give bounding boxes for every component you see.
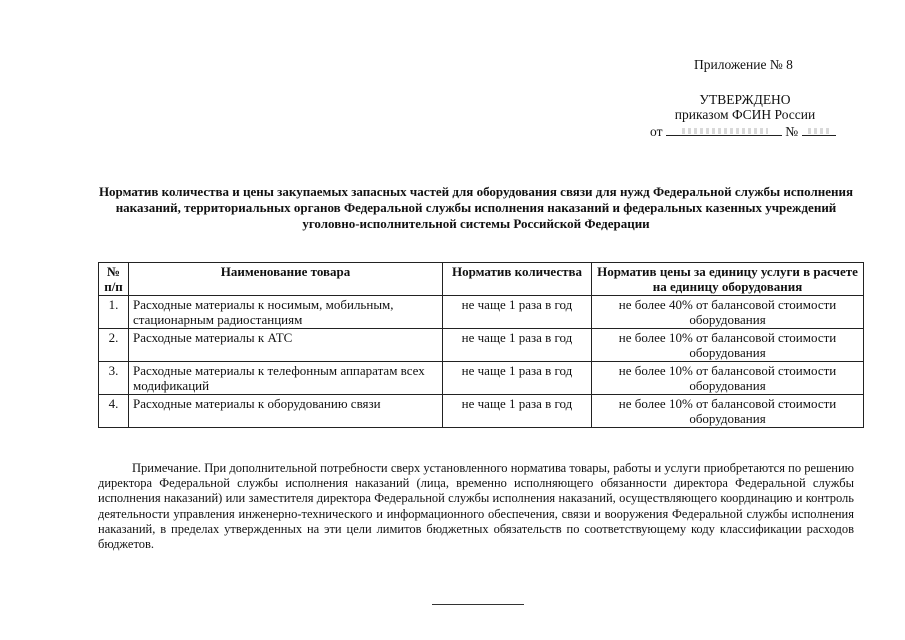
number-blank-line — [802, 124, 836, 136]
header-price: Норматив цены за единицу услуги в расчете на единицу оборудования — [592, 263, 864, 296]
approval-block — [630, 92, 860, 122]
order-date-number-row — [650, 124, 836, 140]
appendix-label: Приложение № 8 — [694, 57, 793, 72]
table-row — [99, 296, 864, 329]
row-price: не более 10% от балансовой стоимости оборудования — [592, 329, 864, 362]
table-row — [99, 395, 864, 428]
table-row — [99, 362, 864, 395]
footer-divider — [432, 604, 524, 605]
row-qty: не чаще 1 раза в год — [443, 296, 592, 329]
row-name: Расходные материалы к оборудованию связи — [129, 395, 443, 428]
header-name: Наименование товара — [129, 263, 443, 296]
row-price: не более 10% от балансовой стоимости оборудования — [592, 362, 864, 395]
order-label: приказом ФСИН России — [674, 107, 816, 122]
row-name: Расходные материалы к АТС — [129, 329, 443, 362]
row-num: 1. — [99, 296, 129, 329]
row-price: не более 40% от балансовой стоимости оборудования — [592, 296, 864, 329]
note-paragraph — [98, 461, 854, 552]
norm-table — [98, 262, 864, 428]
header-qty: Норматив количества — [443, 263, 592, 296]
row-name: Расходные материалы к телефонным аппаратам всех модификаций — [129, 362, 443, 395]
row-qty: не чаще 1 раза в год — [443, 329, 592, 362]
document-title: Норматив количества и цены закупаемых запасных частей для оборудования связи для нужд Федеральной службы исполнения наказаний, территориальных органов Федеральной службы исполнения наказаний и федеральных казенных учреждений уголовно-исполнительной системы Российской Федерации — [98, 184, 854, 231]
row-qty: не чаще 1 раза в год — [443, 362, 592, 395]
row-num: 3. — [99, 362, 129, 395]
table-header-row — [99, 263, 864, 296]
from-label: от — [650, 124, 663, 139]
row-qty: не чаще 1 раза в год — [443, 395, 592, 428]
row-num: 2. — [99, 329, 129, 362]
approved-label: УТВЕРЖДЕНО — [699, 92, 791, 107]
row-price: не более 10% от балансовой стоимости оборудования — [592, 395, 864, 428]
table-row — [99, 329, 864, 362]
number-label: № — [785, 124, 799, 139]
date-blank-line — [666, 124, 782, 136]
note-text: Примечание. При дополнительной потребности сверх установленного норматива товары, работы и услуги приобретаются по решению директора Федеральной службы исполнения наказаний (лица, временно исполняющего обязанности директора Федеральной службы исполнения наказаний) или заместителя директора Федеральной службы исполнения наказаний, осуществляющего координацию и контроль деятельности управления инженерно-технического и информационного обеспечения, связи и вооружения Федеральной службы исполнения наказаний, в пределах утвержденных на эти цели лимитов бюджетных обязательств по соответствующему коду классификации расходов бюджетов. — [98, 461, 854, 552]
row-name: Расходные материалы к носимым, мобильным, стационарным радиостанциям — [129, 296, 443, 329]
header-num: № п/п — [99, 263, 129, 296]
row-num: 4. — [99, 395, 129, 428]
